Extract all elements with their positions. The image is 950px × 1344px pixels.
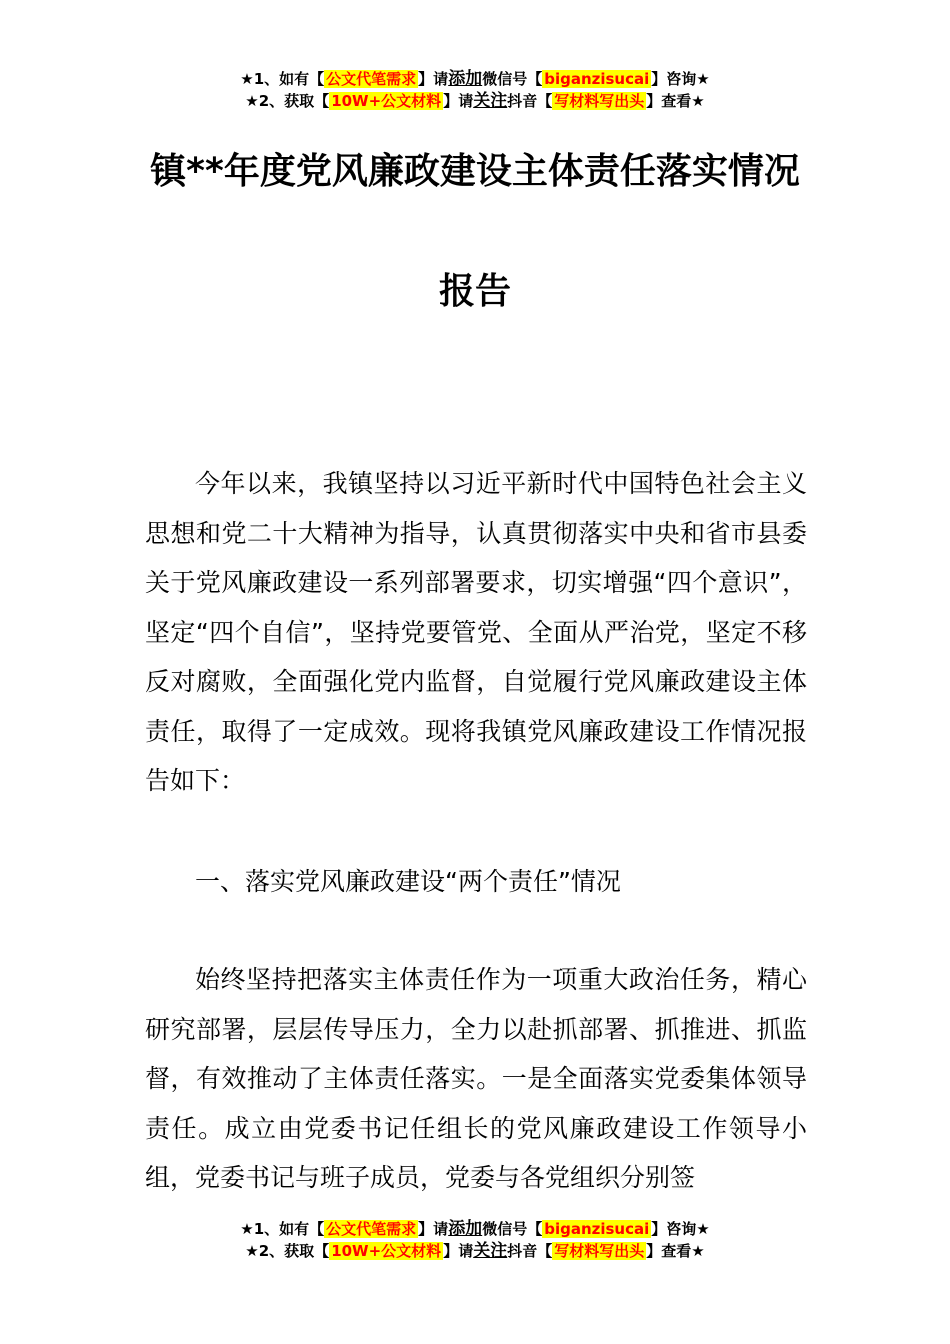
star-icon: ★: [245, 1242, 259, 1260]
star-icon: ★: [691, 92, 705, 110]
intro-paragraph: 今年以来，我镇坚持以习近平新时代中国特色社会主义思想和党二十大精神为指导，认真贯彻落实中央和省市县委关于党风廉政建设一系列部署要求，切实增强“四个意识”，坚定“四个自信”，坚持党要管党、全面从严治党，坚定不移反对腐败，全面强化党内监督，自觉履行党风廉政建设主体责任，取得了一定成效。现将我镇党风廉政建设工作情况报告如下：: [145, 469, 807, 795]
star-icon: ★: [245, 92, 259, 110]
star-icon: ★: [240, 70, 254, 88]
highlight-wechat-id: biganzisucai: [544, 70, 650, 88]
highlight-service: 公文代笔需求: [326, 70, 417, 88]
promo-line-2: ★2、获取【 10W+公文材料 】请关注抖音【 写材料写出头 】查看★: [245, 91, 705, 111]
highlight-douyin-account: 写材料写出头: [554, 92, 645, 110]
highlight-douyin-account: 写材料写出头: [554, 1242, 645, 1260]
document-title-line-1: 镇**年度党风廉政建设主体责任落实情况: [150, 151, 800, 192]
promo-line-1: ★1、如有【 公文代笔需求 】请添加微信号【 biganzisucai 】咨询★: [240, 1219, 710, 1239]
promo-line-1: ★1、如有【 公文代笔需求 】请添加微信号【 biganzisucai 】咨询★: [240, 69, 710, 89]
highlight-wechat-id: biganzisucai: [544, 1220, 650, 1238]
promo-banner-bottom: [0, 1218, 950, 1262]
star-icon: ★: [691, 1242, 705, 1260]
promo-banner-top: [0, 68, 950, 112]
section-heading-1: 一、落实党风廉政建设“两个责任”情况: [195, 867, 621, 896]
promo-line-2: ★2、获取【 10W+公文材料 】请关注抖音【 写材料写出头 】查看★: [245, 1241, 705, 1261]
highlight-materials: 10W+公文材料: [331, 1242, 442, 1260]
section-1-paragraph: 始终坚持把落实主体责任作为一项重大政治任务，精心研究部署，层层传导压力，全力以赴抓部署、抓推进、抓监督，有效推动了主体责任落实。一是全面落实党委集体领导责任。成立由党委书记任组长的党风廉政建设工作领导小组，党委书记与班子成员，党委与各党组织分别签: [145, 965, 807, 1192]
highlight-materials: 10W+公文材料: [331, 92, 442, 110]
star-icon: ★: [240, 1220, 254, 1238]
document-title-line-2: 报告: [438, 271, 511, 312]
star-icon: ★: [696, 1220, 710, 1238]
highlight-service: 公文代笔需求: [326, 1220, 417, 1238]
star-icon: ★: [696, 70, 710, 88]
